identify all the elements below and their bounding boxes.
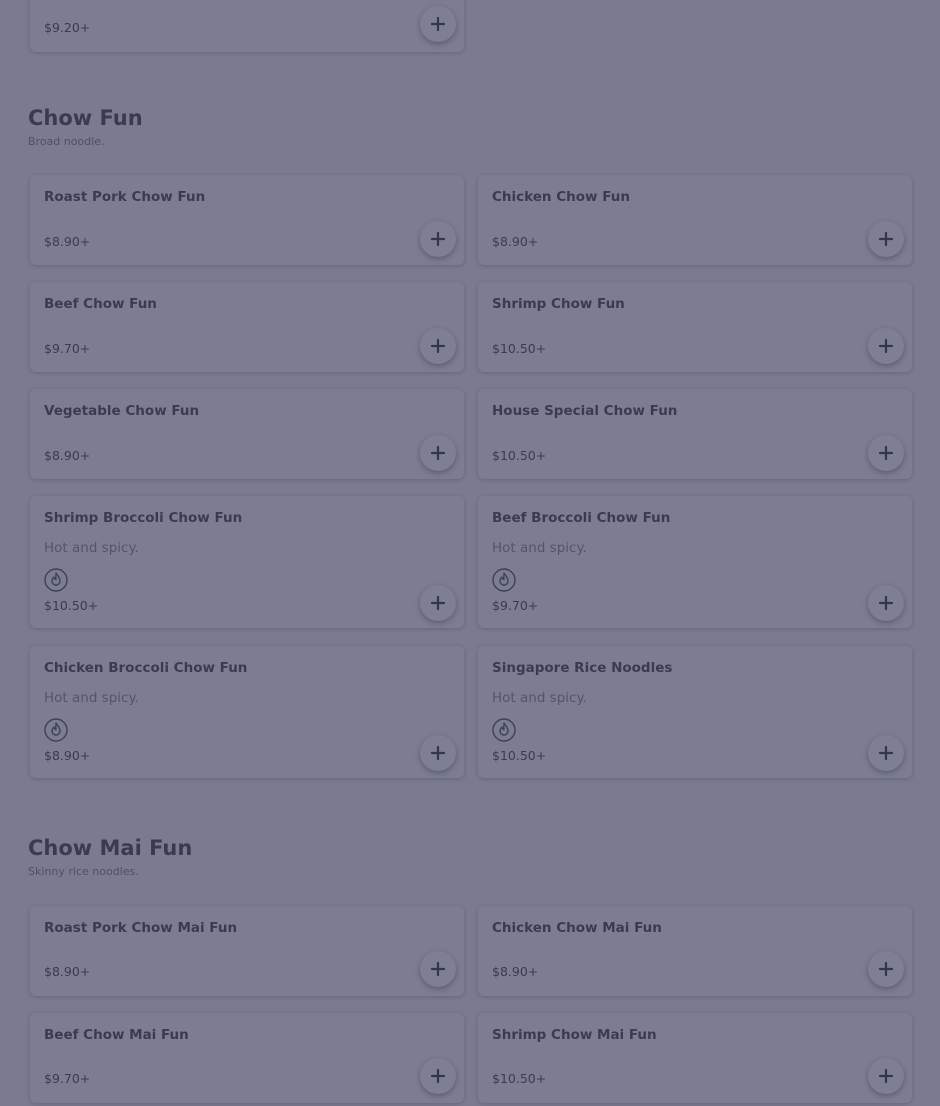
item-name: House Special Chow Fun	[492, 403, 678, 419]
add-item-button[interactable]	[420, 435, 456, 471]
item-name: Shrimp Chow Mai Fun	[492, 1027, 657, 1043]
item-description: Hot and spicy.	[44, 540, 139, 556]
plus-icon	[430, 16, 446, 32]
plus-icon	[878, 595, 894, 611]
add-item-button[interactable]	[420, 735, 456, 771]
item-price: $10.50+	[492, 748, 547, 763]
menu-item-card[interactable]	[478, 389, 912, 479]
add-item-button[interactable]	[420, 221, 456, 257]
plus-icon	[878, 338, 894, 354]
item-name: Chicken Broccoli Chow Fun	[44, 660, 248, 676]
menu-item-card[interactable]	[478, 175, 912, 265]
item-name: Beef Broccoli Chow Fun	[492, 510, 671, 526]
item-name: Chicken Chow Mai Fun	[492, 920, 662, 936]
item-price: $9.70+	[492, 598, 539, 613]
menu-item-card[interactable]	[30, 175, 464, 265]
item-price: $8.90+	[44, 748, 91, 763]
section-title-chow-mai-fun: Chow Mai Fun	[28, 836, 193, 860]
item-price: $9.70+	[44, 1071, 91, 1086]
add-item-button[interactable]	[420, 585, 456, 621]
menu-item-card[interactable]	[30, 1013, 464, 1103]
item-name: Roast Pork Chow Fun	[44, 189, 206, 205]
section-title-chow-fun: Chow Fun	[28, 106, 143, 130]
item-price: $8.90+	[492, 964, 539, 979]
item-price: $10.50+	[492, 448, 547, 463]
plus-icon	[430, 338, 446, 354]
item-name: Roast Pork Chow Mai Fun	[44, 920, 238, 936]
item-price: $8.90+	[44, 964, 91, 979]
add-item-button[interactable]	[420, 1058, 456, 1094]
item-price: $10.50+	[492, 1071, 547, 1086]
add-item-button[interactable]	[420, 951, 456, 987]
item-name: Chicken Chow Fun	[492, 189, 630, 205]
menu-item-card[interactable]	[478, 1013, 912, 1103]
plus-icon	[878, 745, 894, 761]
plus-icon	[878, 1068, 894, 1084]
add-item-button[interactable]	[868, 951, 904, 987]
flame-icon	[44, 568, 68, 592]
menu-item-card[interactable]	[30, 389, 464, 479]
flame-icon	[44, 718, 68, 742]
add-item-button[interactable]	[868, 328, 904, 364]
add-item-button[interactable]	[868, 435, 904, 471]
item-price: $8.90+	[44, 234, 91, 249]
menu-item-card[interactable]	[30, 906, 464, 996]
menu-item-card[interactable]	[478, 282, 912, 372]
section-subtitle: Broad noodle.	[28, 135, 105, 148]
plus-icon	[878, 961, 894, 977]
plus-icon	[878, 445, 894, 461]
plus-icon	[430, 595, 446, 611]
flame-icon	[492, 568, 516, 592]
menu-item-card[interactable]	[30, 282, 464, 372]
item-price: $10.50+	[492, 341, 547, 356]
item-name: Singapore Rice Noodles	[492, 660, 673, 676]
item-description: Hot and spicy.	[492, 540, 587, 556]
plus-icon	[430, 445, 446, 461]
add-item-button[interactable]	[868, 585, 904, 621]
plus-icon	[430, 745, 446, 761]
item-name: Shrimp Chow Fun	[492, 296, 625, 312]
item-price: $8.90+	[44, 448, 91, 463]
item-price: $9.20+	[44, 20, 91, 35]
menu-item-card[interactable]	[478, 646, 912, 778]
item-name: Vegetable Chow Fun	[44, 403, 200, 419]
add-item-button[interactable]	[868, 221, 904, 257]
item-name: Beef Chow Mai Fun	[44, 1027, 189, 1043]
plus-icon	[430, 1068, 446, 1084]
item-price: $10.50+	[44, 598, 99, 613]
item-description: Hot and spicy.	[44, 690, 139, 706]
section-subtitle: Skinny rice noodles.	[28, 865, 139, 878]
menu-item-card[interactable]	[478, 496, 912, 628]
add-item-button[interactable]	[420, 328, 456, 364]
menu-item-card[interactable]	[30, 496, 464, 628]
add-item-button[interactable]	[868, 1058, 904, 1094]
menu-item-card[interactable]	[478, 906, 912, 996]
add-item-button[interactable]	[868, 735, 904, 771]
item-description: Hot and spicy.	[492, 690, 587, 706]
plus-icon	[878, 231, 894, 247]
item-price: $8.90+	[492, 234, 539, 249]
item-name: Beef Chow Fun	[44, 296, 157, 312]
add-item-button[interactable]	[420, 6, 456, 42]
plus-icon	[430, 961, 446, 977]
menu-item-card[interactable]	[30, 646, 464, 778]
plus-icon	[430, 231, 446, 247]
flame-icon	[492, 718, 516, 742]
item-name: Shrimp Broccoli Chow Fun	[44, 510, 243, 526]
item-price: $9.70+	[44, 341, 91, 356]
menu-item-card[interactable]	[30, 0, 464, 52]
